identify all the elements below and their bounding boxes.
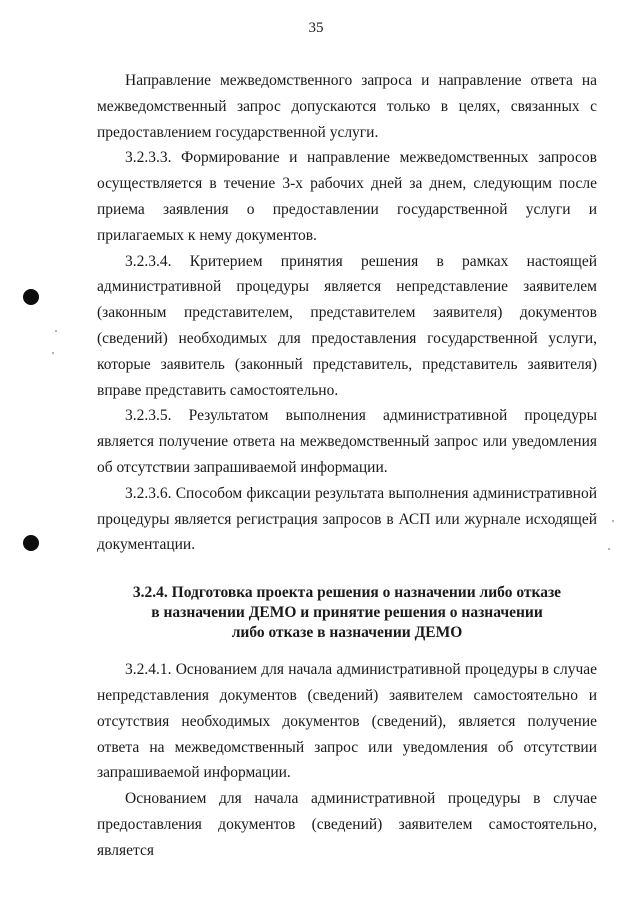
- paragraph: 3.2.3.3. Формирование и направление межведомственных запросов осуществляется в течение 3-х рабочих дней за днем, следующим после приема заявления о предоставлении государственной услуги и прилагаемых к нему документов.: [97, 149, 597, 244]
- section-heading-line: в назначении ДЕМО и принятие решения о назначении: [151, 604, 543, 622]
- paragraph: 3.2.3.5. Результатом выполнения административной процедуры является получение ответа на межведомственный запрос или уведомления об отсутствии запрашиваемой информации.: [97, 407, 597, 476]
- section-heading-line: 3.2.4. Подготовка проекта решения о назначении либо отказе: [132, 584, 562, 602]
- punch-hole-mark: [23, 535, 39, 551]
- paragraph: 3.2.3.6. Способом фиксации результата выполнения административной процедуры является регистрация запросов в АСП или журнале исходящей документации.: [97, 484, 597, 554]
- scan-speck: [52, 352, 54, 354]
- section-heading: [97, 583, 597, 643]
- scan-speck: [608, 548, 610, 550]
- scan-speck: [55, 330, 57, 332]
- scan-speck: [612, 520, 614, 522]
- paragraph: 3.2.4.1. Основанием для начала административной процедуры в случае непредставления документов (сведений) заявителем самостоятельно и отсутствия необходимых документов (сведений), является получение ответа на межведомственный запрос или уведомления об отсутствии запрашиваемой информации.: [97, 661, 597, 782]
- paragraph: Направление межведомственного запроса и направление ответа на межведомственный запрос допускаются только в целях, связанных с предоставлением государственной услуги.: [97, 72, 597, 141]
- punch-hole-mark: [23, 289, 39, 305]
- section-heading-line: либо отказе в назначении ДЕМО: [231, 624, 463, 642]
- paragraph: 3.2.3.4. Критерием принятия решения в рамках настоящей административной процедуры является непредставление заявителем (законным представителем, представителем заявителя) документов (сведений) необходимых для предоставления государственной услуги, которые заявитель (законный представитель, представитель заявителя) вправе представить самостоятельно.: [97, 252, 597, 399]
- paragraph: Основанием для начала административной процедуры в случае предоставления документов (сведений) заявителем самостоятельно, является: [97, 790, 597, 859]
- page-number: 35: [308, 20, 324, 36]
- document-body: [97, 68, 597, 864]
